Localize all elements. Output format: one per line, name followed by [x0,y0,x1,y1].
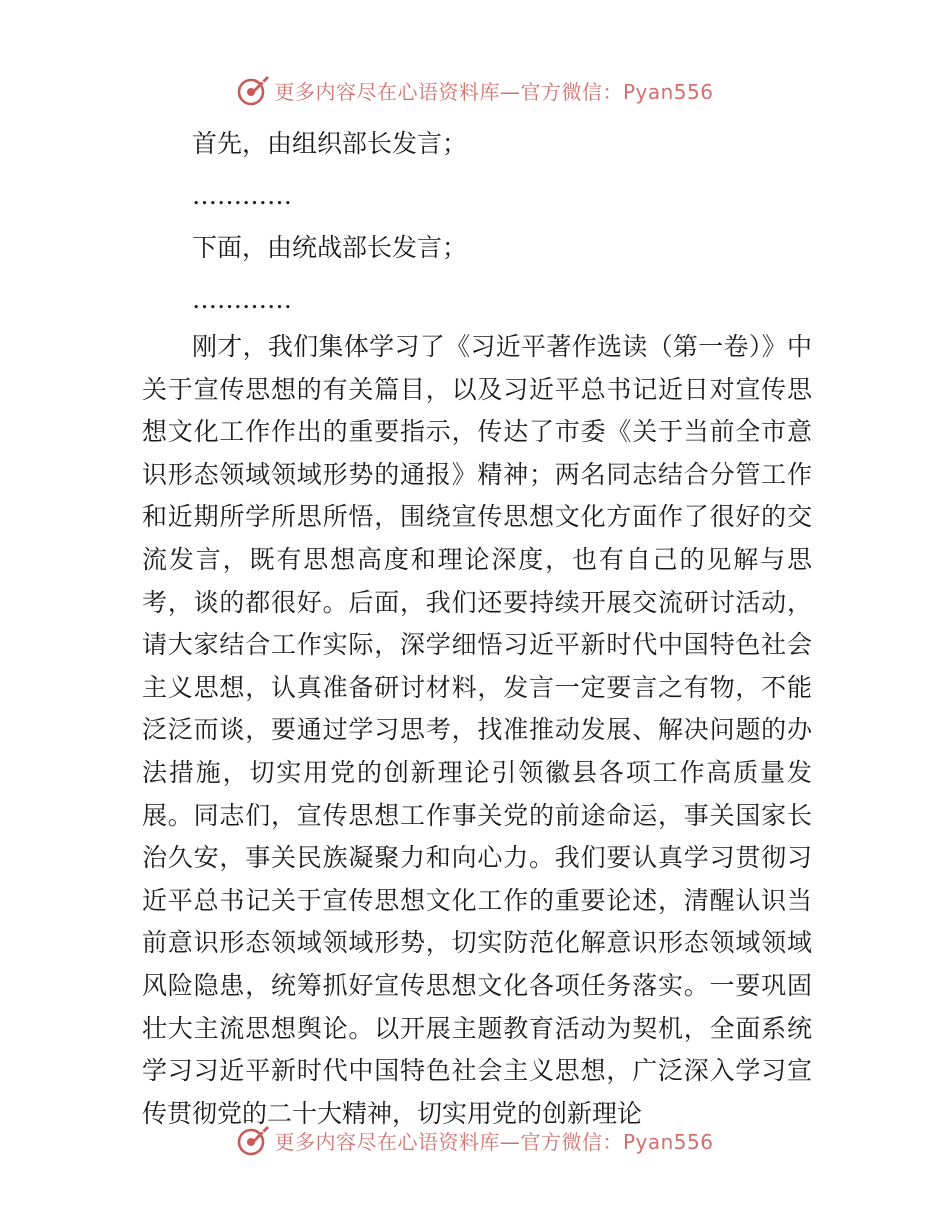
watermark-text: 更多内容尽在心语资料库—官方微信：Pyan556 [274,1129,714,1154]
footer-watermark [0,1118,950,1162]
speaker-line-1: 首先，由组织部长发言； [192,129,468,158]
pen-logo-icon [236,73,270,107]
pen-logo-icon [236,1123,270,1157]
ellipsis-line-1: ………… [192,181,292,210]
speaker-line-2: 下面，由统战部长发言； [192,233,468,262]
watermark-text: 更多内容尽在心语资料库—官方微信：Pyan556 [274,79,714,104]
header-watermark [0,68,950,112]
ellipsis-line-2: ………… [192,285,292,314]
body-paragraph: 刚才，我们集体学习了《习近平著作选读（第一卷）》中关于宣传思想的有关篇目，以及习近平总书记近日对宣传思想文化工作作出的重要指示，传达了市委《关于当前全市意识形态领域领域形势的通报》精神；两名同志结合分管工作和近期所学所思所悟，围绕宣传思想文化方面作了很好的交流发言，既有思想高度和理论深度，也有自己的见解与思考，谈的都很好。后面，我们还要持续开展交流研讨活动，请大家结合工作实际，深学细悟习近平新时代中国特色社会主义思想，认真准备研讨材料，发言一定要言之有物，不能泛泛而谈，要通过学习思考，找准推动发展、解决问题的办法措施，切实用党的创新理论引领徽县各项工作高质量发展。同志们，宣传思想工作事关党的前途命运，事关国家长治久安，事关民族凝聚力和向心力。我们要认真学习贯彻习近平总书记关于宣传思想文化工作的重要论述，清醒认识当前意识形态领域领域形势，切实防范化解意识形态领域领域风险隐患，统筹抓好宣传思想文化各项任务落实。一要巩固壮大主流思想舆论。以开展主题教育活动为契机，全面系统学习习近平新时代中国特色社会主义思想，广泛深入学习宣传贯彻党的二十大精神，切实用党的创新理论 [142,332,812,1128]
document-body [142,118,812,1135]
